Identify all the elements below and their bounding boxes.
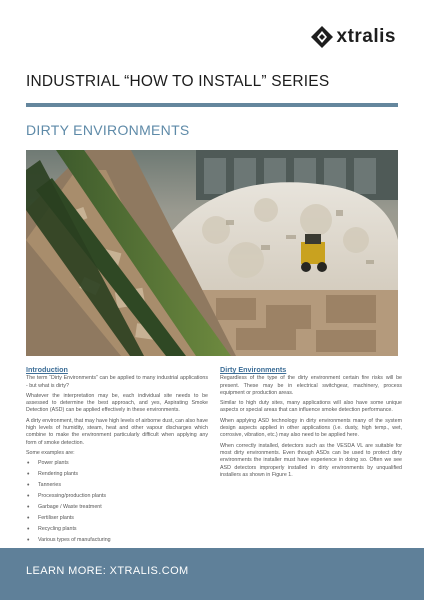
list-item: • Garbage / Waste treatment [26, 504, 208, 511]
section-title: DIRTY ENVIRONMENTS [26, 122, 190, 138]
intro-paragraph: Some examples are: [26, 449, 75, 456]
learn-more-link[interactable]: LEARN MORE: XTRALIS.COM [26, 565, 189, 577]
body-paragraph: Regardless of the type of the dirty environment certain fire risks will be present. These may be in electrical switchgear, machinery, process equipment or production areas. [220, 375, 402, 396]
introduction-heading: Introduction [26, 365, 68, 374]
list-item: • Processing/production plants [26, 493, 208, 500]
list-item: • Rendering plants [26, 471, 208, 478]
brand-name: xtralis [336, 26, 396, 47]
page-header [0, 0, 424, 68]
body-paragraph: When applying ASD technology in dirty environments many of the system design aspects applied in other applications (i.e. dusty, high temp., wet, corrosive, vibration, etc.) may also need to be applied here. [220, 417, 402, 439]
intro-paragraph: The term “Dirty Environments” can be applied to many industrial applications - but what is dirty? [26, 375, 208, 389]
dirty-environments-column [220, 366, 402, 482]
brand-logo [311, 26, 396, 48]
footer-banner [0, 548, 424, 600]
list-item: • Various types of manufacturing [26, 537, 208, 544]
series-title: INDUSTRIAL “HOW TO INSTALL” SERIES [26, 73, 330, 90]
xtralis-diamond-icon [311, 26, 333, 48]
list-item: • Recycling plants [26, 526, 208, 533]
dirty-environments-heading: Dirty Environments [220, 365, 287, 374]
title-divider [26, 103, 398, 107]
list-item: • Power plants [26, 460, 208, 467]
introduction-column [26, 366, 208, 547]
list-item: • Tanneries [26, 482, 208, 489]
recycling-plant-photo [26, 150, 398, 356]
body-paragraph: Similar to high duty sites, many applications will also have some unique aspects or special areas that can influence smoke detection performance. [220, 400, 402, 414]
intro-paragraph: A dirty environment, that may have high levels of airborne dust, can also have high levels of humidity, steam, heat and other vapour discharges which combine to make the environment particularly difficult when applying any form of smoke detection. [26, 417, 208, 446]
body-paragraph: When correctly installed, detectors such as the VESDA VL are suitable for most dirty environments. Even though ASDs can be used to protect dirty environments the installer must have experience in doing so. Often we see ASD detectors improperly installed in dirty environments by unqualified installers as shown in Figure 1. [220, 442, 402, 478]
list-item: • Fertiliser plants [26, 515, 208, 522]
intro-paragraph: Whatever the interpretation may be, each individual site needs to be assessed to determine the best approach, and yes, Aspirating Smoke Detection (ASD) can be applied effectively in these environments. [26, 392, 208, 414]
examples-list [26, 460, 208, 544]
